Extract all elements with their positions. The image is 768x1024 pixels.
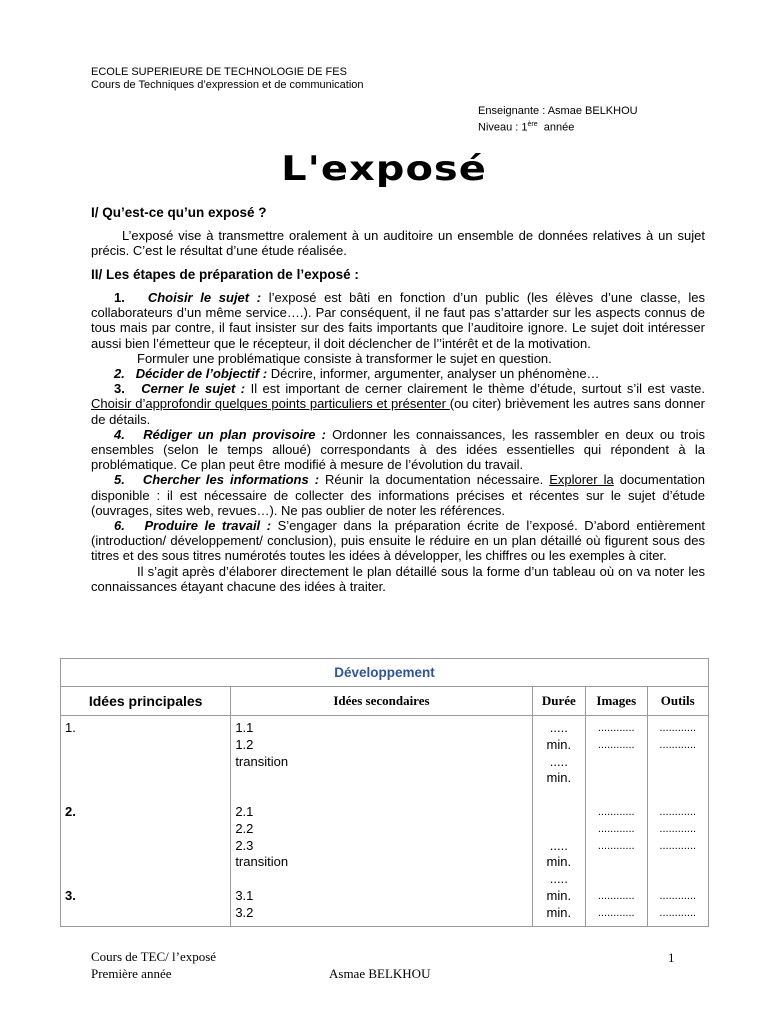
footer-course: Cours de TEC/ l’exposé bbox=[91, 949, 217, 964]
level: Niveau : 1ère année bbox=[478, 121, 575, 134]
main-idea-3: 3. bbox=[65, 887, 76, 903]
footer-author: Asmae BELKHOU bbox=[329, 966, 431, 981]
step-4: 4. Rédiger un plan provisoire : Ordonner les connaissances, les rassembler en deux ou trois ensembles (selon le temps alloué) correspondants à des idées essentielles qui répondent à la problématique. Ce plan peut être modifié à mesure de l’évolution du travail. bbox=[91, 426, 705, 473]
header-images: Images bbox=[586, 687, 647, 716]
table-caption: Développement bbox=[61, 659, 709, 687]
table-row bbox=[61, 716, 709, 927]
closing-text: Il s’agit après d’élaborer directement le plan détaillé sous la forme d’un tableau où on va noter les connaissances étayant chacune des idées à traiter. bbox=[91, 563, 705, 594]
step-3: 3. Cerner le sujet : Il est important de cerner clairement le thème d’étude, surtout s’il est vaste. Choisir d’approfondir quelques points particuliers et présenter (ou citer) brièvement les autres sans donner de détails. bbox=[91, 381, 705, 427]
main-idea-2: 2. bbox=[65, 803, 76, 819]
section-1-text: L’exposé vise à transmettre oralement à un auditoire un ensemble de données relatives à un sujet précis. C’est le résultat d’une étude réalisée. bbox=[91, 228, 705, 259]
header-secondary-ideas: Idées secondaires bbox=[231, 687, 532, 716]
header-main-ideas: Idées principales bbox=[61, 687, 231, 716]
course-name: Cours de Techniques d’expression et de communication bbox=[91, 79, 364, 91]
step-1-extra: Formuler une problématique consiste à transformer le sujet en question. bbox=[137, 350, 552, 366]
header-duration: Durée bbox=[532, 687, 585, 716]
step-1: 1. Choisir le sujet : l’exposé est bâti en fonction d’un public (les élèves d’une classe, les collaborateurs d’un même service….). Par conséquent, il ne faut pas s’attarder sur les aspects connus de tous mais par contre, il faut insister sur des faits importants que l’auditoire ignore. Le sujet doit intéresser aussi bien l’émetteur que le récepteur, il doit déclencher de l’’intérêt et de la motivation. bbox=[91, 290, 705, 351]
step-2: 2. Décider de l’objectif : Décrire, informer, argumenter, analyser un phénomène… bbox=[114, 366, 600, 382]
steps-text bbox=[91, 290, 705, 594]
page-title: L'exposé bbox=[281, 149, 487, 189]
step-6: 6. Produire le travail : S’engager dans la préparation écrite de l’exposé. D’abord entièrement (introduction/ développement/ conclusion), puis ensuite le réduire en un plan détaillé où figurent sous des titres et des sous titres numérotés toutes les idées à développer, les chiffres ou les exemples à citer. bbox=[91, 518, 706, 564]
section-1-heading: I/ Qu’est-ce qu’un exposé ? bbox=[91, 205, 267, 220]
footer-year: Première année bbox=[91, 966, 172, 981]
teacher-name: Enseignante : Asmae BELKHOU bbox=[478, 105, 638, 117]
plan-table bbox=[60, 658, 709, 927]
secondary-ideas-cell: 1.1 1.2 transition 2.1 2.2 2.3 transition 3.1 3.2 bbox=[231, 716, 532, 927]
tools-cell: ............ ............ ............ ............ ............ ............ ............ bbox=[647, 716, 709, 927]
images-cell: ............ ............ ............ ............ ............ ............ ............ bbox=[586, 716, 647, 927]
header-tools: Outils bbox=[647, 687, 709, 716]
section-2-heading: II/ Les étapes de préparation de l’exposé : bbox=[91, 267, 359, 282]
step-5: 5. Chercher les informations : Réunir la documentation nécessaire. Explorer la documentation disponible : il est nécessaire de collecter des informations précises et récentes sur le sujet d’étude (ouvrages, sites web, revues…). Ne pas oublier de noter les références. bbox=[91, 472, 706, 518]
page-number: 1 bbox=[668, 950, 675, 965]
main-ideas-cell bbox=[61, 716, 231, 927]
duration-cell: ..... min. ..... min. ..... min. ..... min. min. bbox=[532, 716, 585, 927]
school-name: ECOLE SUPERIEURE DE TECHNOLOGIE DE FES bbox=[91, 66, 347, 78]
main-idea-1: 1. bbox=[65, 720, 76, 735]
